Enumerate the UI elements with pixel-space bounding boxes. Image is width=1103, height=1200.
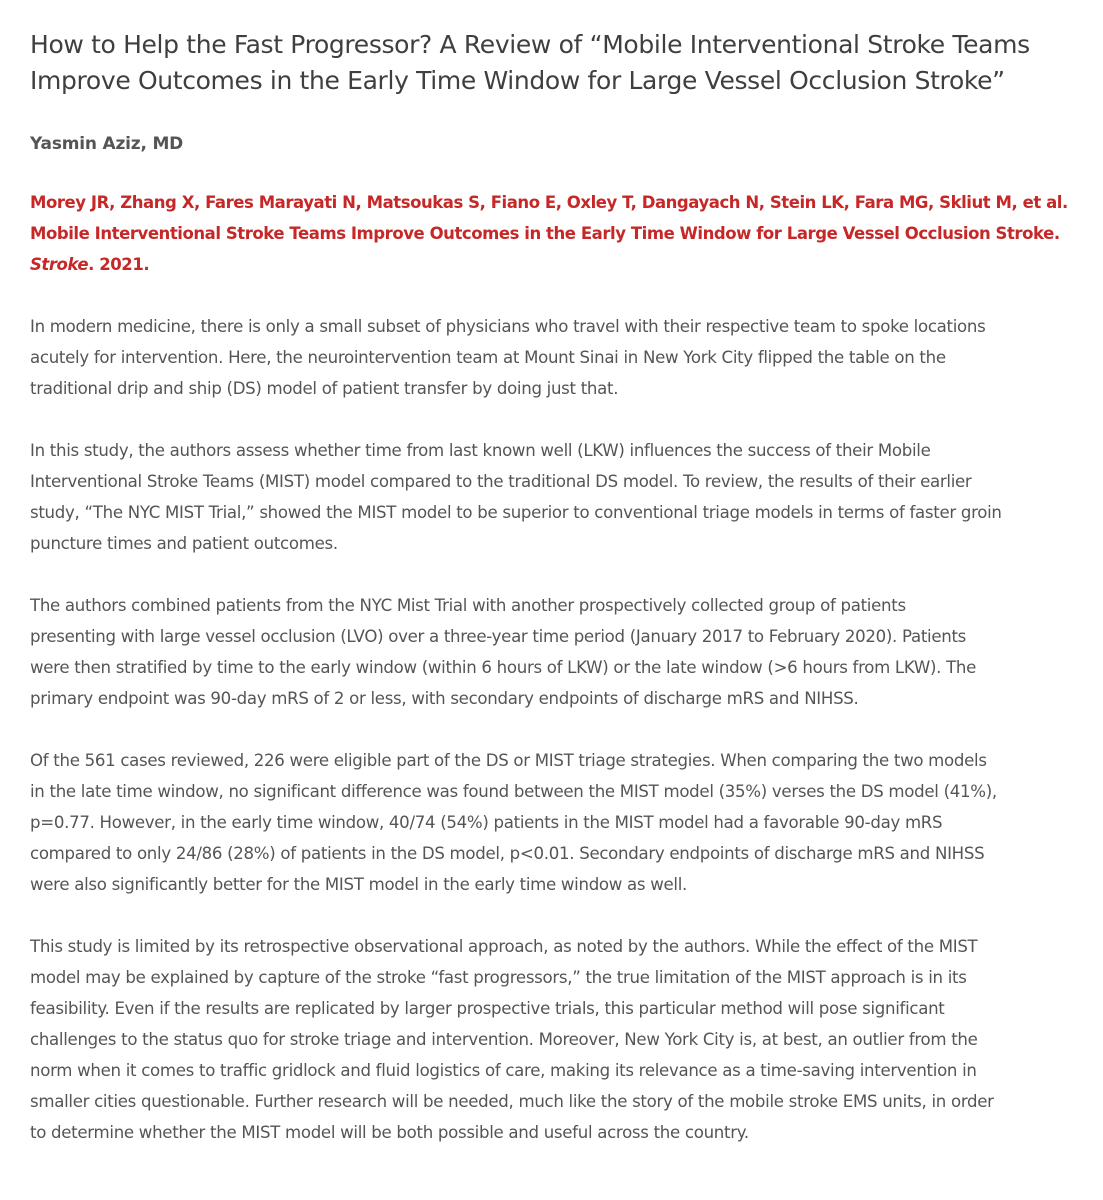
text-line: presenting with large vessel occlusion (LVO) over a three-year time period (January 2017 to February 2020). Patients (30, 627, 967, 646)
text-line: Interventional Stroke Teams (MIST) model compared to the traditional DS model. To review, the results of their earlier (30, 472, 972, 491)
text-line: were also significantly better for the MIST model in the early time window as well. (30, 875, 687, 894)
citation-authors: Morey JR, Zhang X, Fares Marayati N, Matsoukas S, Fiano E, Oxley T, Dangayach N, Stein LK, Fara MG, Skliut M, et al. (30, 193, 1068, 212)
text-line: challenges to the status quo for stroke triage and intervention. Moreover, New York City is, at best, an outlier from the (30, 1030, 978, 1049)
text-line: feasibility. Even if the results are replicated by larger prospective trials, this particular method will pose significant (30, 999, 945, 1018)
citation-source (30, 249, 1080, 280)
text-line: norm when it comes to traffic gridlock and fluid logistics of care, making its relevance as a time-saving intervention in (30, 1061, 977, 1080)
paragraph-methods (30, 590, 1080, 714)
paragraph-discussion (30, 931, 1080, 1148)
text-line: acutely for intervention. Here, the neurointervention team at Mount Sinai in New York City flipped the table on the (30, 348, 946, 367)
article (30, 0, 1080, 1148)
text-line: were then stratified by time to the early window (within 6 hours of LKW) or the late window (>6 hours from LKW). The (30, 658, 977, 677)
citation-year: . 2021. (88, 255, 150, 274)
text-line: to determine whether the MIST model will be both possible and useful across the country. (30, 1123, 749, 1142)
text-line: The authors combined patients from the NYC Mist Trial with another prospectively collected group of patients (30, 596, 906, 615)
text-line: In modern medicine, there is only a small subset of physicians who travel with their respective team to spoke locations (30, 317, 986, 336)
title-line: How to Help the Fast Progressor? A Review of “Mobile Interventional Stroke Teams (30, 30, 1030, 59)
paragraph-intro (30, 311, 1080, 404)
text-line: study, “The NYC MIST Trial,” showed the MIST model to be superior to conventional triage models in terms of faster groin (30, 503, 1002, 522)
text-line: in the late time window, no significant difference was found between the MIST model (35%) verses the DS model (41%), (30, 782, 997, 801)
text-line: This study is limited by its retrospective observational approach, as noted by the authors. While the effect of the MIST (30, 937, 978, 956)
citation-title: Mobile Interventional Stroke Teams Improve Outcomes in the Early Time Window for Large Vessel Occlusion Stroke. (30, 224, 1060, 243)
text-line: model may be explained by capture of the stroke “fast progressors,” the true limitation of the MIST approach is in its (30, 968, 967, 987)
text-line: p=0.77. However, in the early time window, 40/74 (54%) patients in the MIST model had a favorable 90-day mRS (30, 813, 943, 832)
paragraph-study-aim (30, 435, 1080, 559)
article-title (30, 27, 1080, 99)
text-line: puncture times and patient outcomes. (30, 534, 338, 553)
paragraph-results (30, 745, 1080, 900)
citation-link[interactable] (30, 187, 1080, 280)
text-line: smaller cities questionable. Further research will be needed, much like the story of the mobile stroke EMS units, in order (30, 1092, 994, 1111)
citation-journal: Stroke (30, 255, 89, 274)
author-byline: Yasmin Aziz, MD (30, 134, 184, 154)
title-line: Improve Outcomes in the Early Time Window for Large Vessel Occlusion Stroke” (30, 66, 1005, 95)
text-line: traditional drip and ship (DS) model of patient transfer by doing just that. (30, 379, 619, 398)
text-line: compared to only 24/86 (28%) of patients in the DS model, p<0.01. Secondary endpoints of discharge mRS and NIHSS (30, 844, 985, 863)
text-line: In this study, the authors assess whether time from last known well (LKW) influences the success of their Mobile (30, 441, 931, 460)
text-line: primary endpoint was 90-day mRS of 2 or less, with secondary endpoints of discharge mRS and NIHSS. (30, 689, 859, 708)
text-line: Of the 561 cases reviewed, 226 were eligible part of the DS or MIST triage strategies. When comparing the two models (30, 751, 987, 770)
